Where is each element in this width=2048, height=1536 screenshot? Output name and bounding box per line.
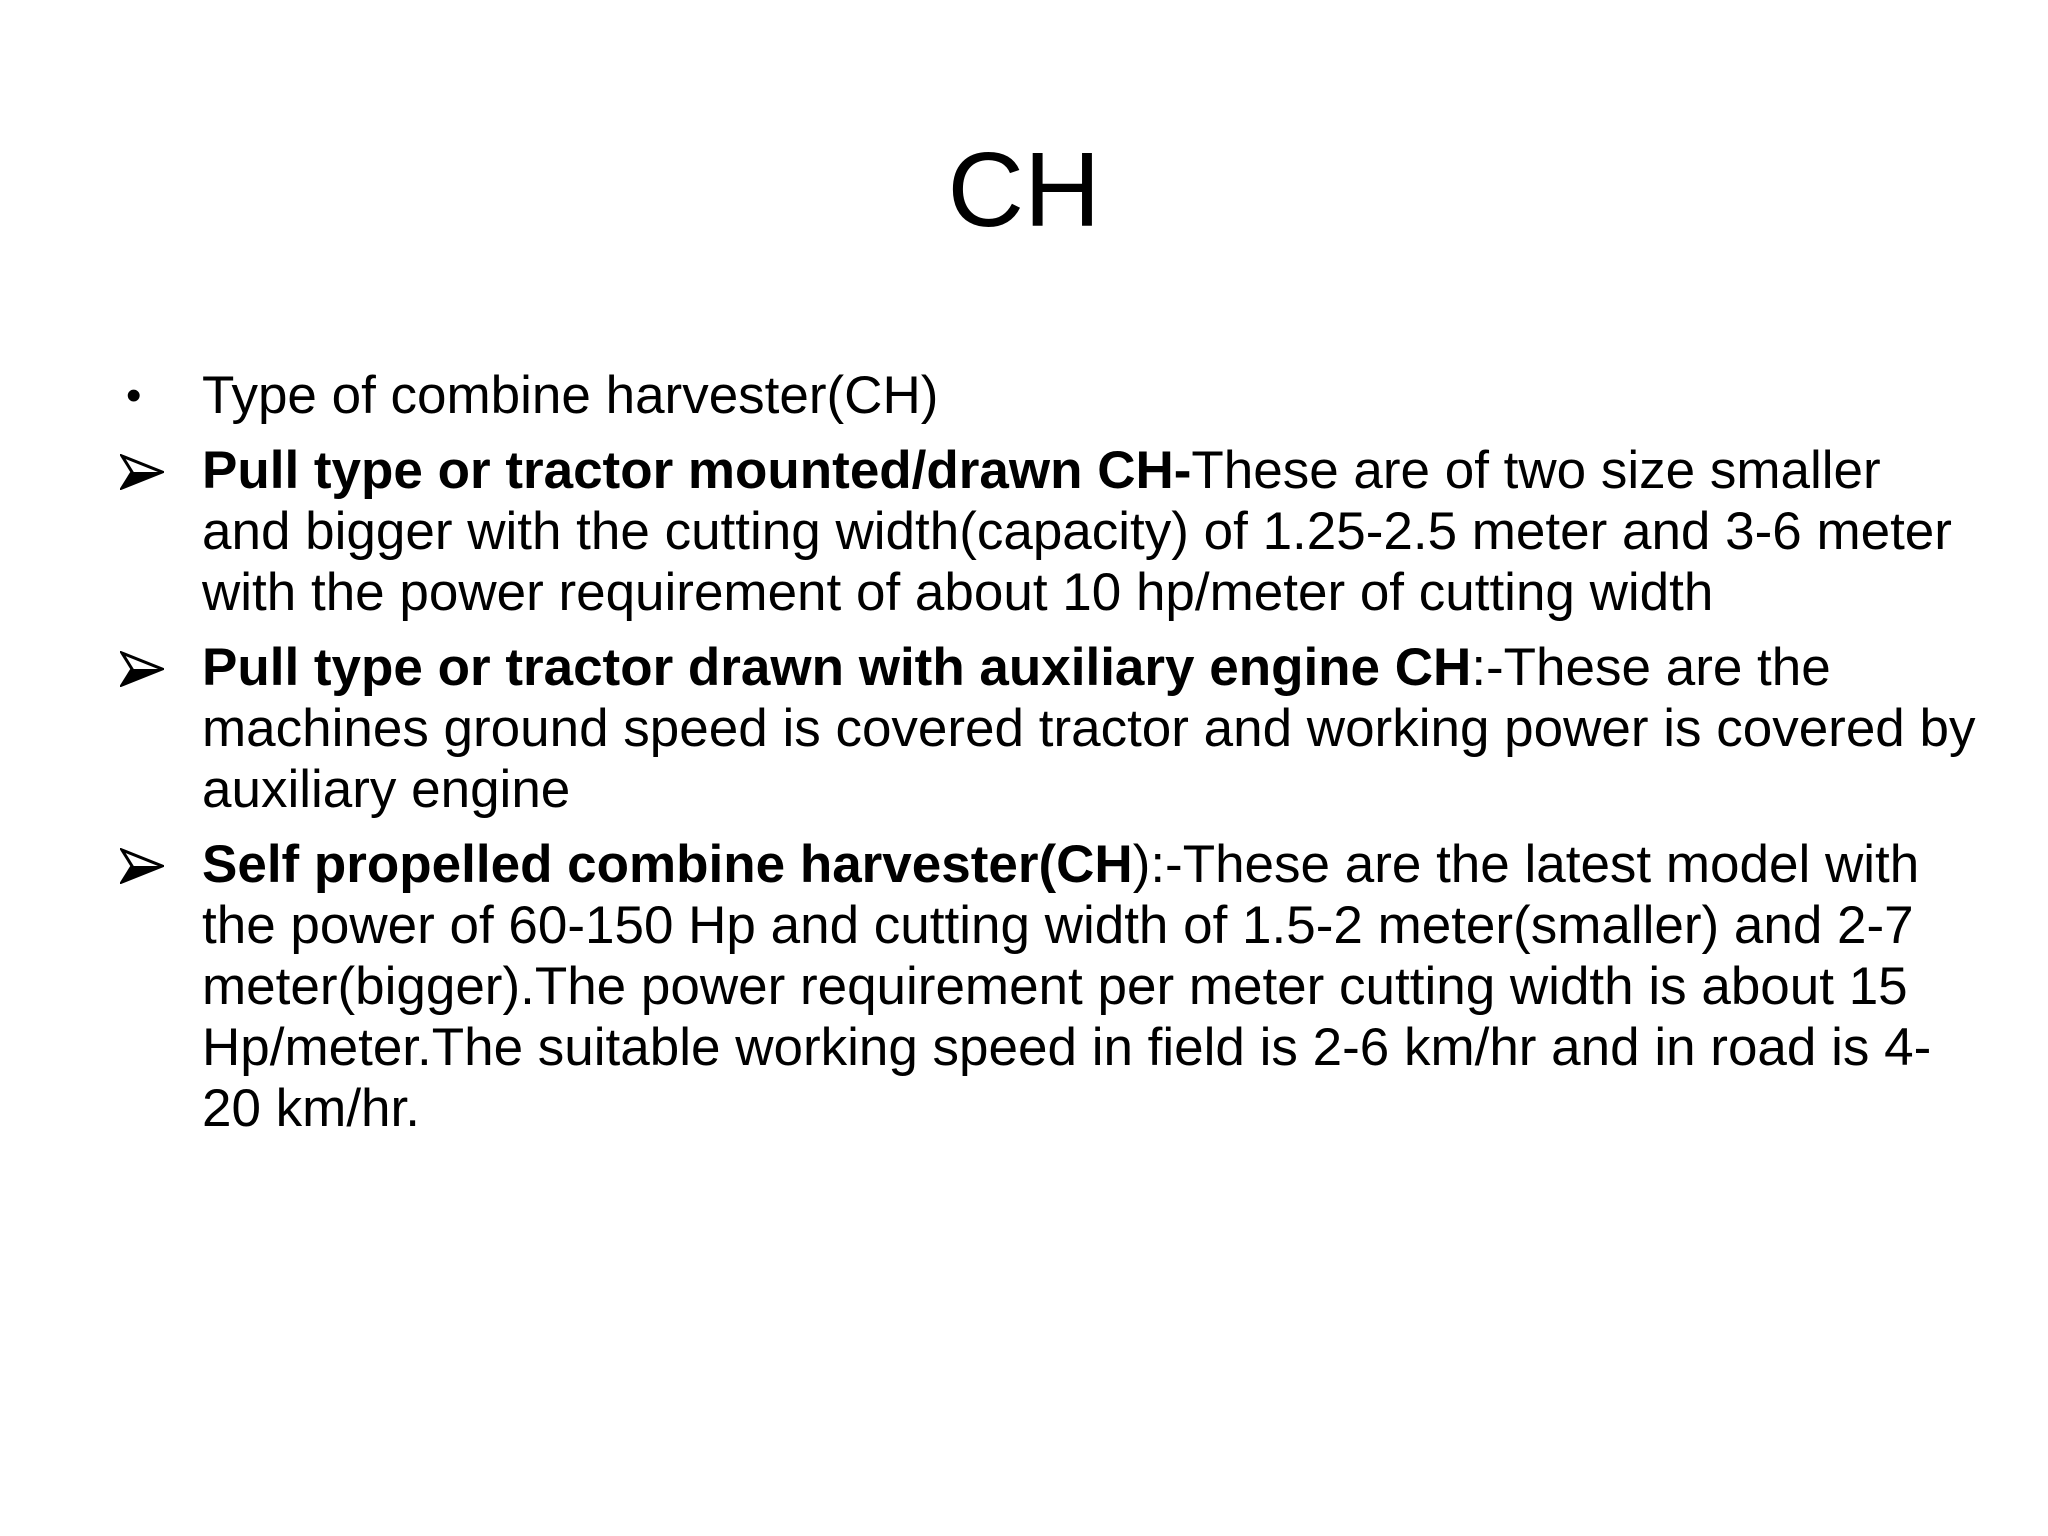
item-lead: Pull type or tractor mounted/drawn CH-	[202, 441, 1192, 500]
list-item-self-propelled	[120, 834, 1980, 1139]
item-lead: Pull type or tractor drawn with auxiliary engine CH	[202, 638, 1472, 697]
bullet-dot-icon: •	[126, 371, 142, 420]
list-item-pull-type	[120, 440, 1980, 623]
item-lead: Self propelled combine harvester(CH	[202, 835, 1133, 894]
arrow-bullet-icon	[120, 834, 180, 897]
slide-title: CH	[947, 131, 1101, 249]
item-text: These are of two size smaller and bigger with the cutting width(capacity) of 1.25-2.5 meter and 3-6 meter with the power requirement of about 10 hp/meter of cutting width	[202, 441, 1952, 622]
list-item-type	[120, 365, 1980, 426]
item-text: ):-These are the latest model with the power of 60-150 Hp and cutting width of 1.5-2 meter(smaller) and 2-7 meter(bigger).The power requirement per meter cutting width is about 15 Hp/meter.The suitable working speed in field is 2-6 km/hr and in road is 4-20 km/hr.	[202, 835, 1932, 1138]
arrow-bullet-icon	[120, 637, 180, 700]
arrow-bullet-icon	[120, 440, 180, 503]
bullet-list	[120, 365, 1980, 1153]
item-text: :-These are the machines ground speed is covered tractor and working power is covered by auxiliary engine	[202, 638, 1976, 819]
item-text: Type of combine harvester(CH)	[202, 366, 939, 425]
list-item-auxiliary-engine	[120, 637, 1980, 820]
